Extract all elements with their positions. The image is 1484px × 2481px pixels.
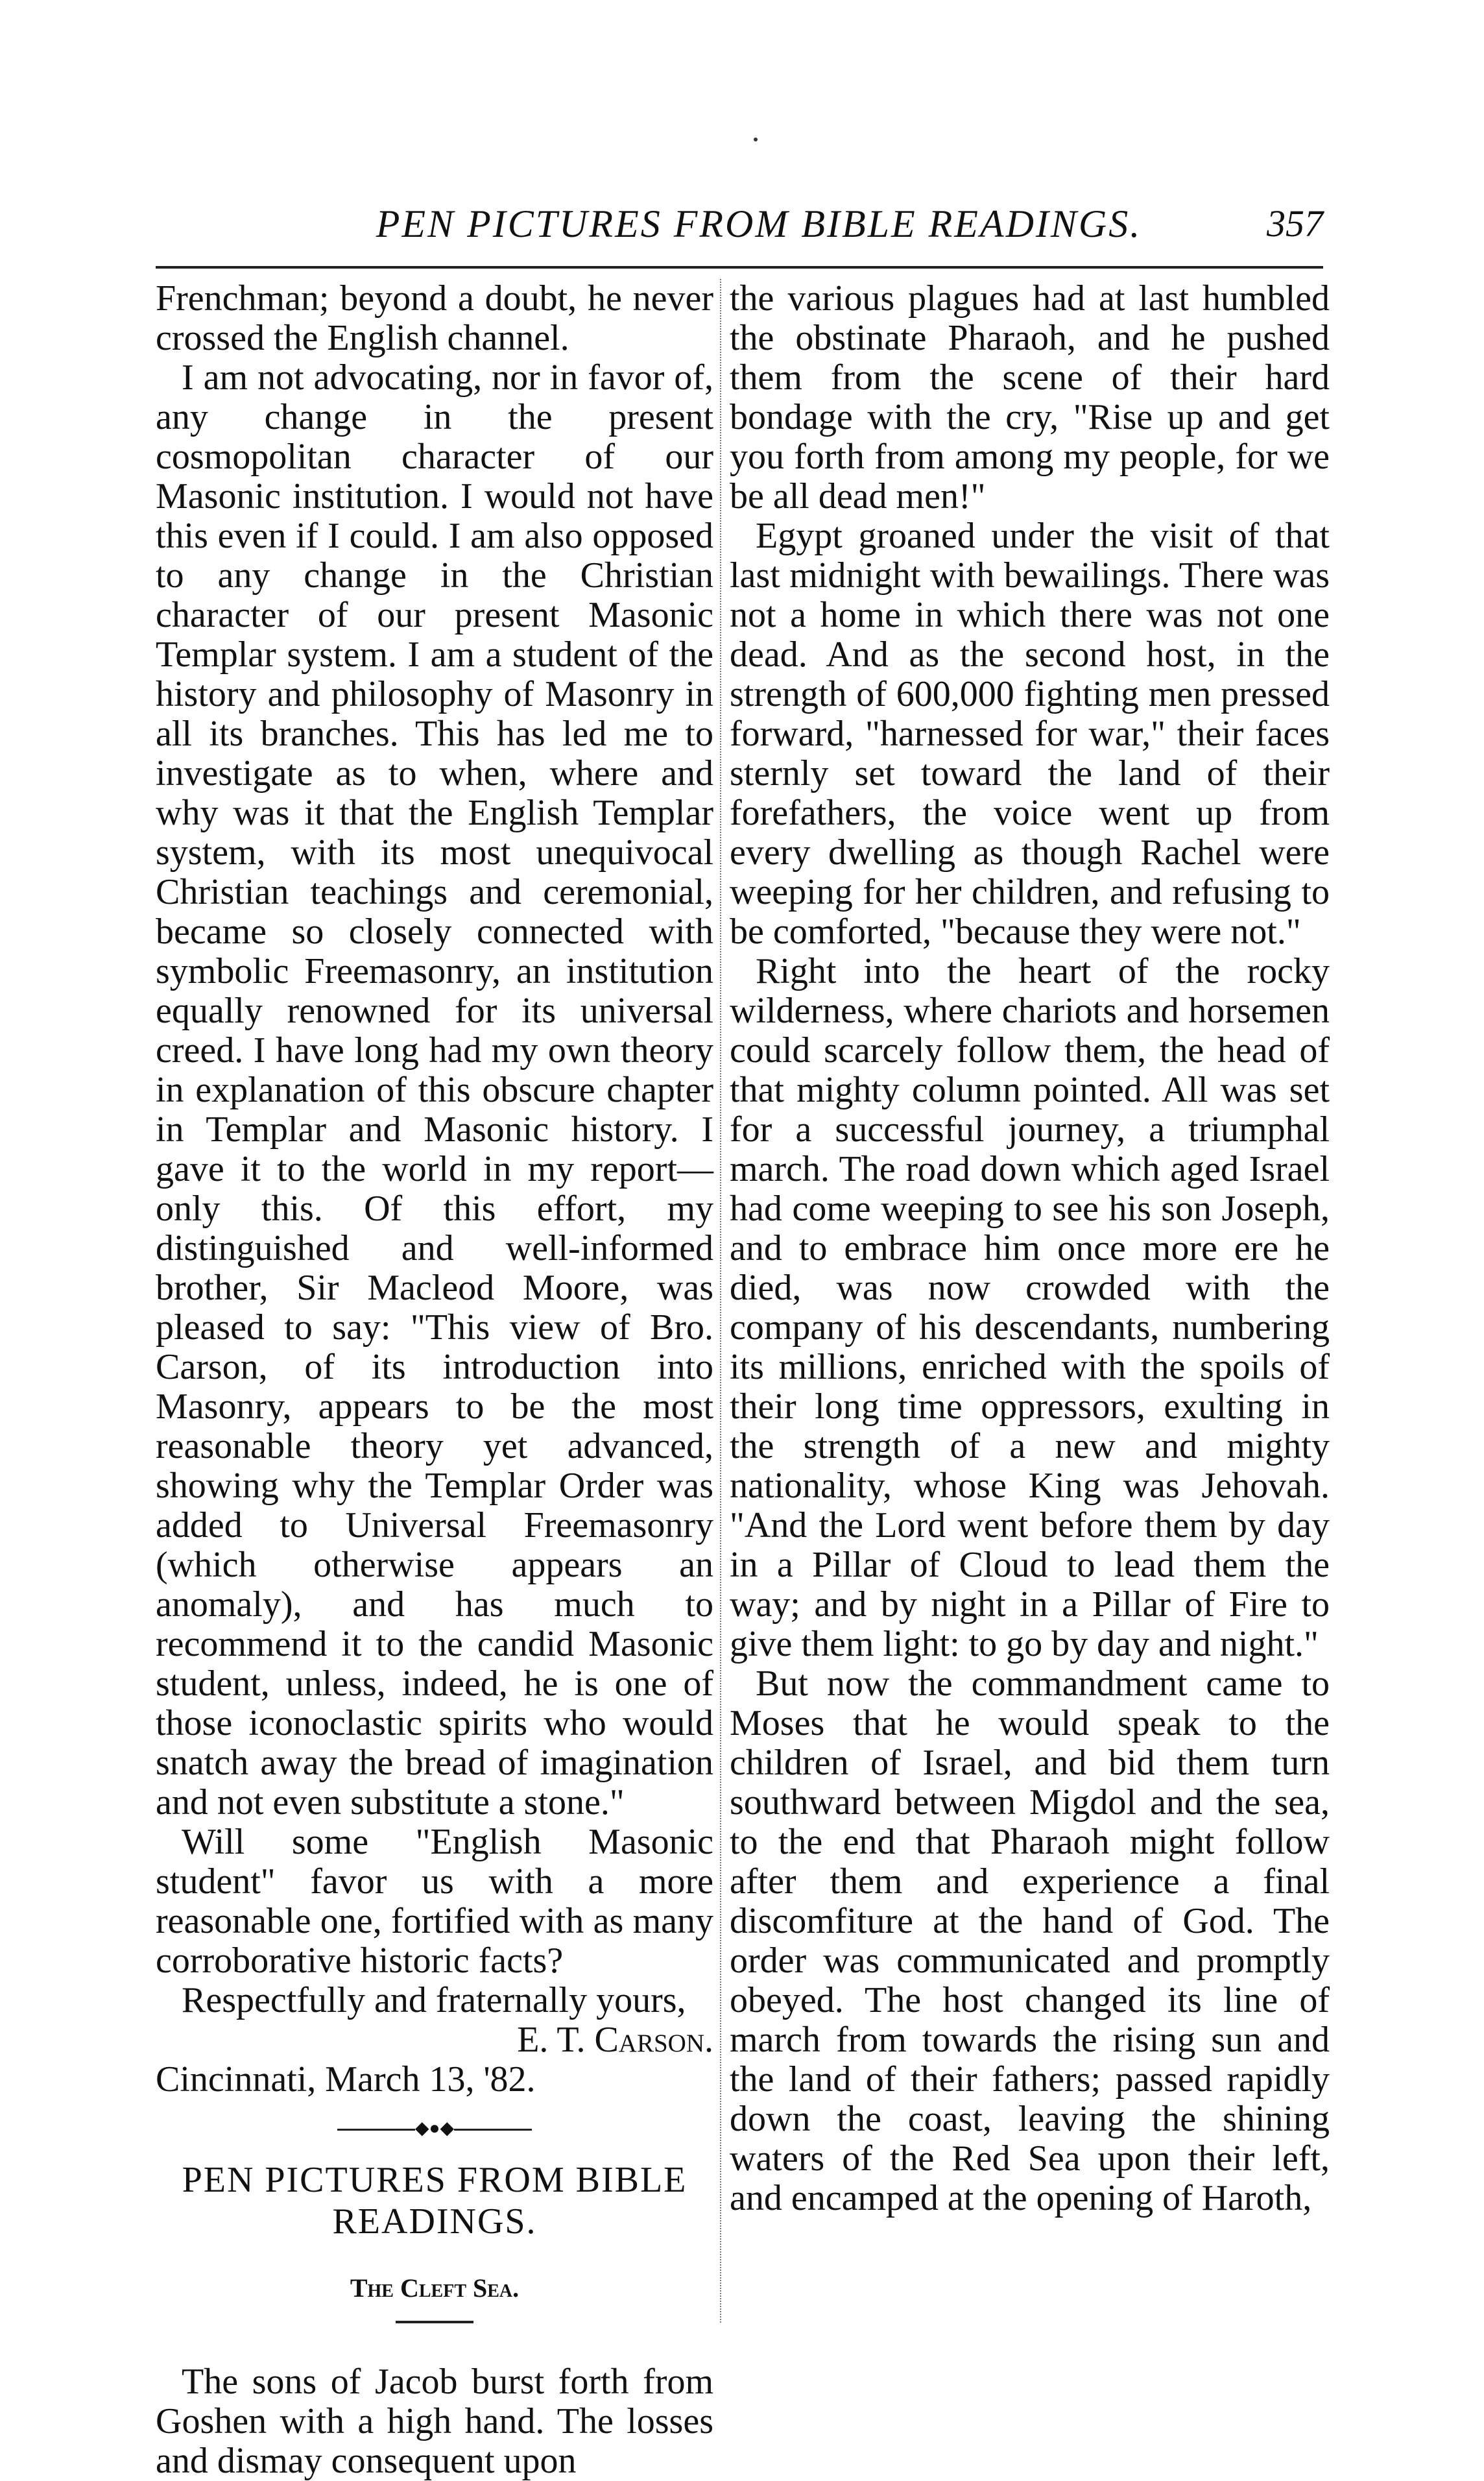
paragraph: the various plagues had at last humbled the obstinate Pharaoh, and he pushed them from the scene of their hard bondage with the cry, "Rise up and get you forth from among my people, for we be all dead men!" — [730, 278, 1330, 516]
print-speck — [754, 138, 758, 141]
paragraph: But now the commandment came to Moses that he would speak to the children of Israel, and bid them turn southward between Migdol and the sea, to the end that Pharaoh might follow after them and experience a final discomfiture at the hand of God. The order was communicated and promptly obeyed. The host changed its line of march from towards the rising sun and the land of their fathers; passed rapidly down the coast, leaving the shining waters of the Red Sea upon their left, and encamped at the opening of Haroth, — [730, 1664, 1330, 2218]
section-rule — [396, 2321, 473, 2323]
paragraph: Will some "English Masonic student" favor us with a more reasonable one, fortified with as many corroborative historic facts? — [156, 1822, 713, 1981]
column-divider — [720, 279, 721, 2323]
signature — [156, 2020, 713, 2060]
header-rule — [156, 266, 1323, 269]
right-column — [730, 279, 1330, 2218]
left-column — [156, 279, 713, 2481]
page-header — [156, 195, 1323, 266]
paragraph: The sons of Jacob burst forth from Goshen with a high hand. The losses and dismay consequent upon — [156, 2362, 713, 2481]
place-date: Cincinnati, March 13, '82. — [156, 2059, 536, 2100]
paragraph: Egypt groaned under the visit of that last midnight with bewailings. There was not a home in which there was not one dead. And as the second host, in the strength of 600,000 fighting men pressed forward, "harnessed for war," their faces sternly set toward the land of their forefathers, the voice went up from every dwelling as though Rachel were weeping for her children, and refusing to be comforted, "because they were not." — [730, 516, 1330, 952]
paragraph: I am not advocating, nor in favor of, any change in the present cosmopolitan character of our Masonic institution. I would not have this even if I could. I am also opposed to any change in the Christian character of our present Masonic Templar system. I am a student of the history and philosophy of Masonry in all its branches. This has led me to investigate as to when, where and why was it that the English Templar system, with its most unequivocal Christian teachings and ceremonial, became so closely connected with symbolic Freemasonry, an institution equally renowned for its universal creed. I have long had my own theory in explanation of this obscure chapter in Templar and Masonic history. I gave it to the world in my report—only this. Of this effort, my distinguished and well-informed brother, Sir Macleod Moore, was pleased to say: "This view of Bro. Carson, of its introduction into Masonry, appears to be the most reasonable theory yet advanced, showing why the Templar Order was added to Universal Freemasonry (which otherwise appears an anomaly), and has much to recommend it to the candid Masonic student, unless, indeed, he is one of those iconoclastic spirits who would snatch away the bread of imagination and not even substitute a stone." — [156, 357, 713, 1822]
ornament-glyphs: ◆●◆ — [415, 2118, 454, 2138]
paragraph: Right into the heart of the rocky wilderness, where chariots and horsemen could scarcely follow them, the head of that mighty column pointed. All was set for a successful journey, a triumphal march. The road down which aged Israel had come weeping to see his son Joseph, and to embrace him once more ere he died, was now crowded with the company of his descendants, numbering its millions, enriched with the spoils of their long time oppressors, exulting in the strength of a new and mighty nationality, whose King was Jehovah. "And the Lord went before them by day in a Pillar of Cloud to lead them the way; and by night in a Pillar of Fire to give them light: to go by day and night." — [730, 951, 1330, 1664]
page-number: 357 — [1267, 202, 1323, 245]
paragraph: Frenchman; beyond a doubt, he never crossed the English channel. — [156, 278, 713, 358]
ornament-divider — [337, 2118, 532, 2138]
letter-closing: Respectfully and fraternally yours, — [182, 1980, 686, 2020]
running-title: PEN PICTURES FROM BIBLE READINGS. — [376, 202, 1142, 245]
section-title: PEN PICTURES FROM BIBLE READINGS. — [182, 2160, 688, 2242]
signature-name: E. T. Carson. — [517, 2020, 713, 2060]
section-subtitle: The Cleft Sea. — [350, 2273, 520, 2303]
